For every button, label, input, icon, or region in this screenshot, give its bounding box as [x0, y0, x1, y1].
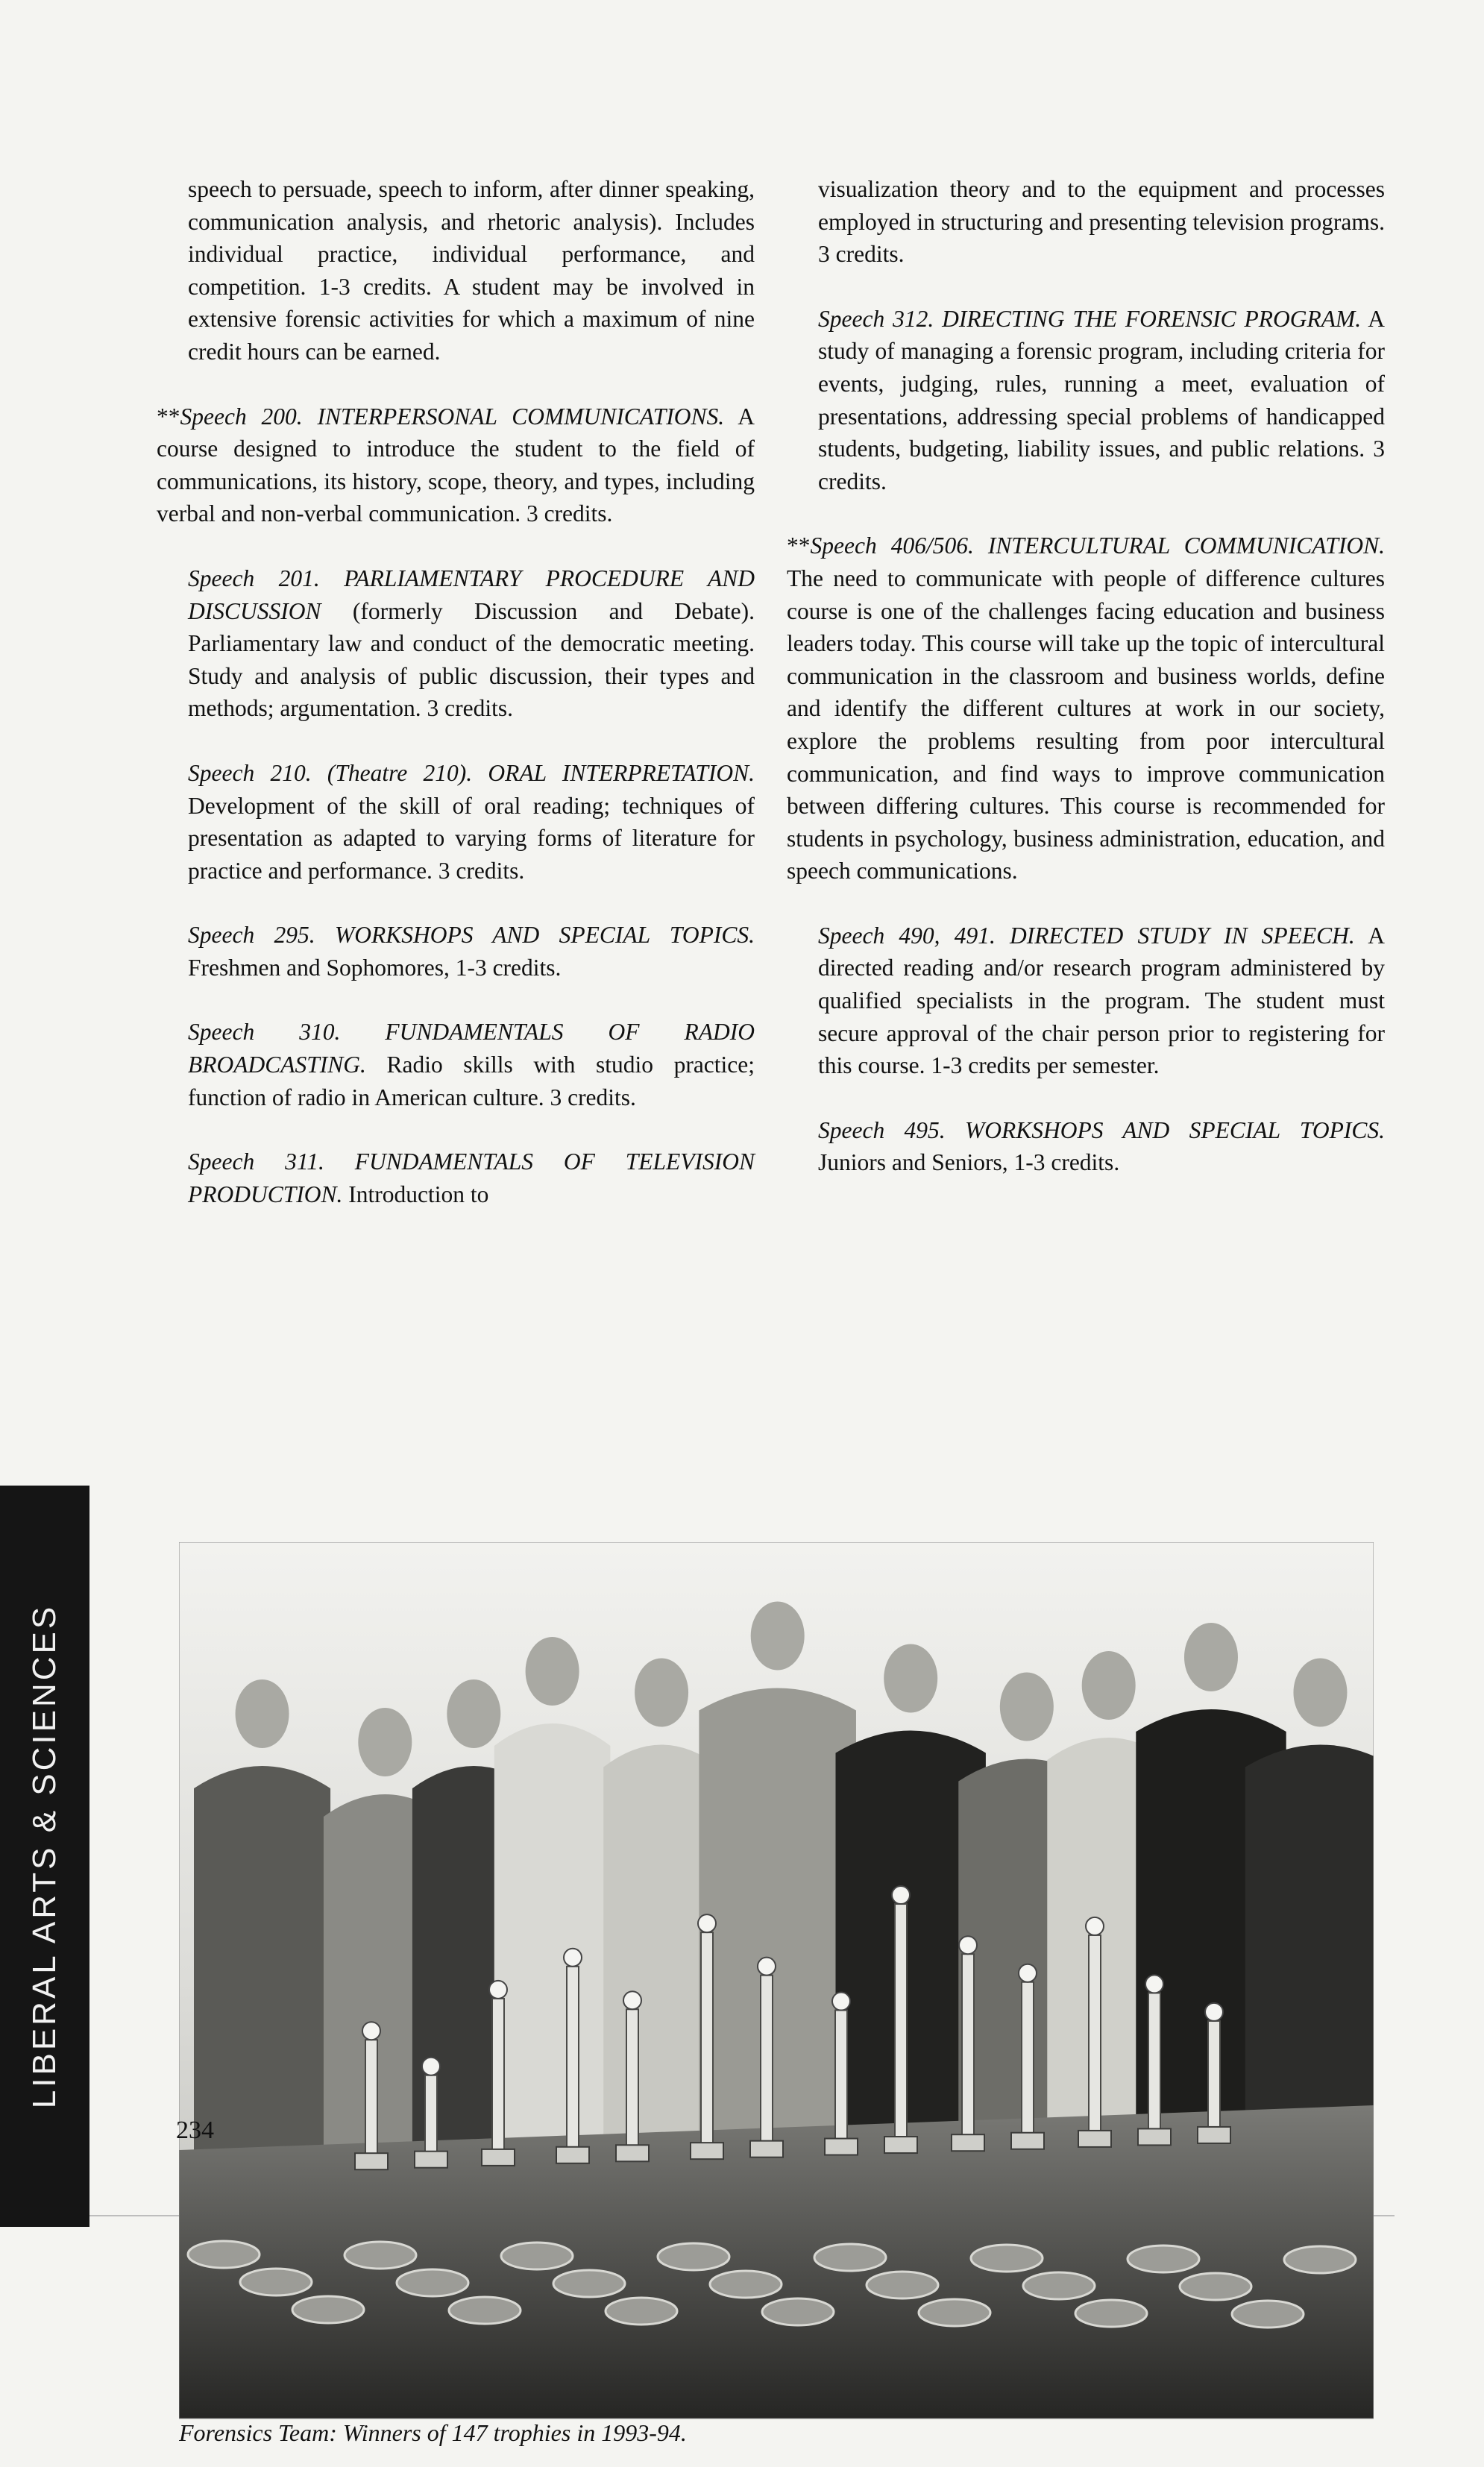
trophy-cup	[489, 1981, 507, 1999]
trophy-plate	[345, 2242, 416, 2269]
trophy	[1208, 2021, 1220, 2140]
course-code: Speech 310.	[188, 1019, 341, 1046]
trophy-base	[825, 2139, 858, 2155]
course-title: WORKSHOPS AND SPECIAL TOPICS.	[965, 1116, 1385, 1143]
trophy-base	[556, 2147, 589, 2163]
section-side-tab	[0, 1486, 89, 2227]
trophy-cup	[832, 1993, 850, 2011]
trophy-cup	[623, 1991, 641, 2009]
person-head	[1184, 1623, 1238, 1691]
trophy-plate	[1075, 2300, 1147, 2327]
course-description: Development of the skill of oral reading; techniques of presentation as adapted to varying forms of literature for practice and performance. 3 credits.	[188, 792, 755, 884]
trophy-plate	[762, 2298, 834, 2325]
left-column	[157, 173, 755, 1210]
course-code: Speech 201.	[188, 565, 320, 591]
course-entry	[818, 303, 1385, 498]
trophy-cup	[422, 2058, 440, 2075]
trophy-plate	[501, 2243, 573, 2269]
trophy-plate	[397, 2269, 468, 2296]
person-head	[635, 1659, 688, 1727]
trophy-plate	[658, 2243, 729, 2270]
course-title: FUNDAMENTALS OF RADIO BROADCASTING.	[188, 1019, 755, 1078]
person-head	[751, 1602, 805, 1671]
course-title: ORAL INTERPRETATION.	[488, 759, 755, 786]
course-entry	[787, 529, 1385, 887]
trophy-base	[884, 2137, 917, 2153]
trophy-plate	[1284, 2246, 1356, 2273]
trophy-cup	[959, 1936, 977, 1954]
trophy	[895, 1904, 907, 2150]
course-code: Speech 406/506.	[810, 532, 974, 559]
trophy-base	[1011, 2133, 1044, 2149]
trophy-base	[691, 2143, 723, 2159]
course-title: INTERCULTURAL COMMUNICATION.	[987, 532, 1386, 559]
trophy-plate	[449, 2297, 521, 2324]
core-course-marker: **	[157, 403, 180, 430]
person-head	[447, 1679, 500, 1748]
trophy-plate	[1128, 2246, 1199, 2272]
trophy-plate	[919, 2299, 990, 2326]
trophy	[1089, 1935, 1101, 2144]
course-code: Speech 312.	[818, 305, 934, 332]
trophy-cup	[1019, 1964, 1037, 1982]
trophy	[365, 2040, 377, 2166]
course-description: speech to persuade, speech to inform, after dinner speaking, communication analysis, and rhetoric analysis). Includes individual practice, individual performance, and competition. 1-3 credits. A student may be involved in extensive forensic activities for which a maximum of nine credit hours can be earned.	[188, 176, 755, 365]
person-head	[236, 1679, 289, 1748]
course-code: Speech 495.	[818, 1116, 946, 1143]
trophy-base	[1078, 2131, 1111, 2147]
course-entry	[818, 173, 1385, 271]
course-description: (formerly Discussion and Debate). Parliamentary law and conduct of the democratic meeting. Study and analysis of public discussion, their types and methods; argumentation. 3 credits.	[188, 597, 755, 722]
course-entry	[157, 400, 755, 530]
course-entry	[188, 173, 755, 368]
trophy-cup	[1086, 1917, 1104, 1935]
course-title: DIRECTED STUDY IN SPEECH.	[1010, 922, 1355, 949]
course-title: DIRECTING THE FORENSIC PROGRAM.	[942, 305, 1362, 332]
person-head	[1000, 1673, 1054, 1741]
trophy	[567, 1967, 579, 2160]
trophy-base	[750, 2141, 783, 2158]
trophy-plate	[710, 2271, 782, 2298]
trophy-plate	[971, 2245, 1043, 2272]
course-description: Freshmen and Sophomores, 1-3 credits.	[188, 954, 562, 981]
course-entry	[188, 757, 755, 887]
trophy-plate	[1180, 2273, 1251, 2300]
person-head	[358, 1708, 412, 1776]
trophy-plate	[292, 2296, 364, 2323]
course-entry	[188, 1145, 755, 1210]
trophy-plate	[1232, 2301, 1304, 2328]
right-column	[787, 173, 1386, 1179]
course-description: Introduction to	[348, 1181, 489, 1207]
course-title: INTERPERSONAL COMMUNICATIONS.	[317, 403, 725, 430]
course-entry	[188, 1016, 755, 1113]
trophy-cup	[1145, 1975, 1163, 1993]
course-description: A course designed to introduce the student to the field of communications, its history, scope, theory, and types, including verbal and non-verbal communication. 3 credits.	[157, 403, 755, 527]
trophy-plate	[188, 2241, 260, 2268]
course-title: WORKSHOPS AND SPECIAL TOPICS.	[335, 922, 755, 949]
course-code: Speech 210. (Theatre 210).	[188, 759, 473, 786]
course-entry	[818, 1114, 1385, 1179]
page-number: 234	[176, 2116, 214, 2144]
trophy-cup	[758, 1958, 776, 1976]
person-head	[526, 1637, 579, 1706]
trophy	[701, 1932, 713, 2156]
course-description: visualization theory and to the equipment and processes employed in structuring and presenting television programs. 3 credits.	[818, 176, 1385, 268]
trophy-cup	[892, 1886, 910, 1904]
trophy-cup	[698, 1914, 716, 1932]
course-code: Speech 311.	[188, 1148, 324, 1175]
course-code: Speech 200.	[180, 403, 303, 430]
person-head	[1293, 1659, 1347, 1727]
course-description: A study of managing a forensic program, including criteria for events, judging, rules, running a meet, evaluation of presentations, addressing special problems of handicapped students, budgeting, liability issues, and public relations. 3 credits.	[818, 305, 1385, 494]
trophy	[1022, 1982, 1034, 2146]
trophy-cup	[564, 1949, 582, 1967]
course-code: Speech 490, 491.	[818, 922, 996, 949]
section-label: LIBERAL ARTS & SCIENCES	[26, 1603, 63, 2109]
course-title: FUNDAMENTALS OF TELEVISION PRODUCTION.	[188, 1148, 755, 1207]
person-head	[884, 1644, 937, 1713]
trophy	[492, 1999, 504, 2163]
trophy-base	[952, 2134, 984, 2151]
trophy-plate	[553, 2270, 625, 2297]
person-head	[1082, 1651, 1136, 1720]
photo-caption: Forensics Team: Winners of 147 trophies in 1993-94.	[179, 2419, 687, 2446]
trophy-base	[1138, 2128, 1171, 2145]
forensics-team-photo	[179, 1542, 1374, 2467]
trophy	[761, 1976, 773, 2155]
trophy	[626, 2009, 638, 2158]
trophy-cup	[362, 2022, 380, 2040]
trophy-plate	[1023, 2272, 1095, 2299]
trophy-base	[355, 2153, 388, 2169]
trophy	[1148, 1993, 1160, 2142]
trophy-plate	[867, 2272, 938, 2298]
trophy-base	[1198, 2127, 1230, 2143]
course-title: PARLIAMENTARY PROCEDURE AND DISCUSSION	[188, 565, 755, 624]
trophy-plate	[240, 2269, 312, 2295]
course-description: Juniors and Seniors, 1-3 credits.	[818, 1149, 1120, 1176]
course-description: A directed reading and/or research program administered by qualified specialists in the program. The student must secure approval of the chair person prior to registering for this course. 1-3 credits per semester.	[818, 922, 1385, 1079]
trophy-plate	[814, 2244, 886, 2271]
trophy-base	[415, 2152, 447, 2168]
course-description: Radio skills with studio practice; function of radio in American culture. 3 credits.	[188, 1052, 755, 1110]
trophy	[835, 2011, 847, 2152]
course-entry	[188, 919, 755, 984]
course-code: Speech 295.	[188, 922, 315, 949]
trophy	[962, 1954, 974, 2148]
trophy-base	[616, 2145, 649, 2161]
course-entry	[818, 920, 1385, 1082]
trophy-cup	[1205, 2003, 1223, 2021]
core-course-marker: **	[787, 532, 811, 559]
trophy-base	[482, 2149, 515, 2166]
course-entry	[188, 562, 755, 725]
course-description: The need to communicate with people of difference cultures course is one of the challenges facing education and business leaders today. This course will take up the topic of intercultural communication in the classroom and business worlds, define and identify the different cultures at work in our society, explore the problems resulting from poor intercultural communication, and find ways to improve communication between differing cultures. This course is recommended for students in psychology, business administration, education, and speech communications.	[787, 565, 1385, 884]
trophy-plate	[606, 2298, 677, 2325]
